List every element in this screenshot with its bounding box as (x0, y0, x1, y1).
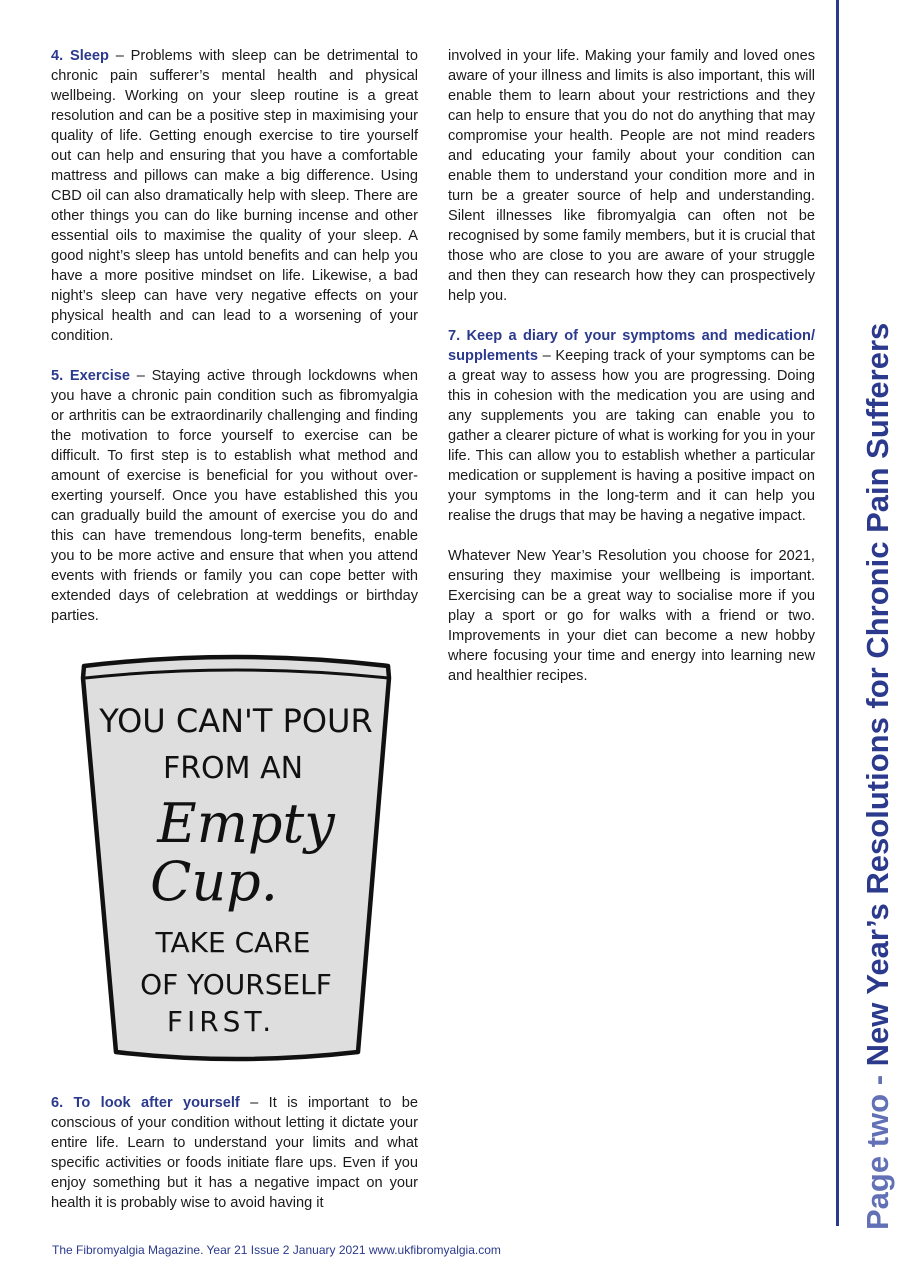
section-closing: Whatever New Year’s Resolution you choose for 2021, ensuring they maximise your wellbeing is important. Exercising can be a great way to socialise more if you play a sport or go for walks with a friend or two. Improvements in your diet can become a new hobby where focusing your time and energy into learning new and healthier recipes. (448, 548, 815, 684)
section-heading: 5. Exercise (51, 368, 130, 384)
right-column (448, 46, 815, 706)
section-heading: 6. To look after yourself (51, 1095, 240, 1111)
empty-cup-illustration (76, 650, 396, 1068)
side-title-prefix: Page two - (860, 1066, 895, 1230)
side-title (860, 323, 896, 1230)
cup-text-line: TAKE CARE (155, 926, 311, 959)
section-look-after-continued: involved in your life. Making your family and loved ones aware of your illness and limits is also important, this will enable them to learn about your restrictions and they can help to ensure that you do not do anything that may compromise your health. People are not mind readers and educating your family about your condition can enable them to understand your condition more and in turn be a greater source of help and understanding. Silent illnesses like fibromyalgia can often not be recognised by some family members, but it is crucial that those who are close to you are aware of your struggle and then they can research how they can prospectively help you. (448, 48, 815, 304)
section-diary (448, 326, 815, 526)
section-body: – Keeping track of your symptoms can be a great way to assess how you are progressing. Doing this in cohesion with the medication you are using and any supplements you are taking can enable you to gather a clearer picture of what is working for you in your life. This can allow you to establish whether a particular medication or supplement is having a positive impact on your symptoms in the long-term and it can help you realise the drugs that may be having a negative impact. (448, 348, 815, 524)
section-look-after (51, 1093, 418, 1213)
section-exercise (51, 366, 418, 626)
page-footer: The Fibromyalgia Magazine. Year 21 Issue 2 January 2021 www.ukfibromyalgia.com (52, 1243, 501, 1257)
cup-text-line: OF YOURSELF (140, 968, 332, 1001)
section-body: – Staying active through lockdowns when you have a chronic pain condition such as fibromyalgia or arthritis can be extraordinarily challenging and finding the motivation to force yourself to exercise can be difficult. To first step is to establish what method and amount of exercise is beneficial for you without over-exerting yourself. Once you have established this you can gradually build the amount of exercise you do and this can have tremendous long-term benefits, enable you to be more active and ensure that when you attend events with friends or family you can cope better with extended days of celebration at weddings or birthday parties. (51, 368, 418, 624)
cup-text-script: Empty (157, 792, 335, 855)
section-heading: 7. Keep a diary of your symptoms and medication/ supplements (448, 328, 815, 364)
section-heading: 4. Sleep (51, 48, 109, 64)
cup-text-line: FROM AN (162, 751, 304, 786)
cup-text-line: YOU CAN'T POUR (99, 702, 373, 740)
section-body: – Problems with sleep can be detrimental to chronic pain sufferer’s mental health and physical wellbeing. Working on your sleep routine is a great resolution and can be a positive step in maximising your quality of life. Getting enough exercise to tire yourself out can help and ensuring that you have a comfortable mattress and pillows can make a big difference. Using CBD oil can also dramatically help with sleep. There are other things you can do like burning incense and other essential oils to maximise the quality of your sleep. A good night’s sleep has untold benefits and can help you have a more positive mindset on life. Likewise, a bad night’s sleep can have very negative effects on your physical health and can lead to a worsening of your condition. (51, 48, 418, 344)
cup-text-line: FIRST. (166, 1005, 276, 1038)
left-column-bottom (51, 1093, 418, 1233)
cup-text-script: Cup. (150, 850, 278, 913)
left-column (51, 46, 418, 646)
side-title-main: New Year’s Resolutions for Chronic Pain Sufferers (860, 322, 895, 1067)
section-sleep (51, 46, 418, 346)
side-rule (836, 0, 839, 1226)
section-body: – It is important to be conscious of your condition without letting it dictate your entire life. Learn to understand your limits and what specific activities or foods initiate flare ups. Even if you enjoy something but it has a negative impact on your health it is probably wise to avoid having it (51, 1095, 418, 1211)
